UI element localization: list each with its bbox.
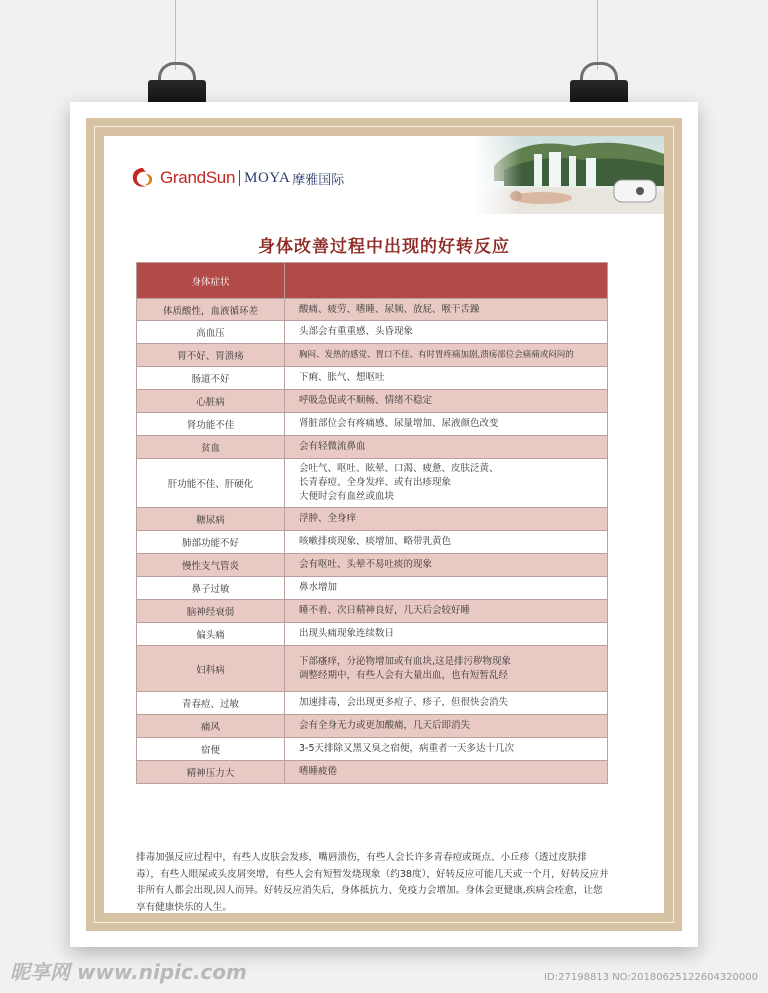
effect-cell	[285, 459, 608, 508]
symptom-cell: 心脏病	[137, 390, 285, 413]
table-row	[137, 623, 608, 646]
hanging-string-left	[175, 0, 176, 70]
effect-line: 睡不着、次日精神良好，几天后会较好睡	[299, 605, 471, 616]
effect-cell	[285, 646, 608, 692]
effect-line: 会吐气、呕吐、眩晕、口渴、疲惫、皮肤泛黄、	[299, 463, 499, 474]
effect-cell	[285, 715, 608, 738]
table-body	[137, 299, 608, 784]
effect-line: 咳嗽排痰现象、痰增加、略带乳黄色	[299, 536, 452, 547]
effect-line: 出现头痛现象连续数日	[299, 628, 395, 639]
table-row	[137, 508, 608, 531]
symptom-cell: 贫血	[137, 436, 285, 459]
table-row	[137, 738, 608, 761]
effect-line: 胸闷、发热的感觉、胃口不佳、有时胃疼痛加剧,溃疡部位会痛痛或闷闷的	[299, 350, 574, 360]
effect-line: 3-5天排除又黑又臭之宿便，病重者一天多达十几次	[299, 743, 515, 754]
effect-cell	[285, 508, 608, 531]
effect-cell	[285, 390, 608, 413]
brand-name-moya: MOYA	[244, 169, 291, 186]
symptom-cell: 慢性支气管炎	[137, 554, 285, 577]
grandsun-swirl-icon	[130, 165, 156, 191]
table-row	[137, 344, 608, 367]
logo-divider	[239, 170, 240, 186]
table-row	[137, 761, 608, 784]
content-panel	[104, 136, 664, 913]
effect-line: 肾脏部位会有疼痛感、尿量增加、尿液颜色改变	[299, 418, 499, 429]
table-row	[137, 646, 608, 692]
brand-logo	[130, 158, 344, 198]
effect-cell	[285, 436, 608, 459]
symptom-cell: 肺部功能不好	[137, 531, 285, 554]
table-row	[137, 554, 608, 577]
table-row	[137, 321, 608, 344]
symptom-cell: 肝功能不佳、肝硬化	[137, 459, 285, 508]
header-effect	[285, 263, 608, 299]
table-row	[137, 436, 608, 459]
effect-line: 调整经期中，有些人会有大量出血，也有短暂乱经	[299, 669, 509, 681]
symptom-cell: 宿便	[137, 738, 285, 761]
effect-cell	[285, 738, 608, 761]
symptom-cell: 体质酸性，血液循环差	[137, 299, 285, 321]
effect-line: 会有轻微流鼻血	[299, 441, 366, 452]
poster	[70, 102, 698, 947]
watermark-nipic: 昵享网 www.nipic.com	[10, 960, 247, 984]
table-row	[137, 577, 608, 600]
effect-cell	[285, 321, 608, 344]
symptom-cell: 妇科病	[137, 646, 285, 692]
poster-frame	[86, 118, 682, 931]
table-row	[137, 413, 608, 436]
symptom-cell: 肠道不好	[137, 367, 285, 390]
symptom-cell: 脑神经衰弱	[137, 600, 285, 623]
symptom-cell: 糖尿病	[137, 508, 285, 531]
effect-line: 下部瘙痒，分泌物增加或有血块,这是排污秽物现象	[299, 655, 512, 667]
header-symptom: 身体症状	[137, 263, 285, 299]
effect-line: 嗜睡疲倦	[299, 766, 338, 777]
effect-line: 长青春痘、全身发痒、或有出疹现象	[299, 477, 452, 488]
effect-line: 加速排毒，会出现更多痘子、疹子，但很快会消失	[299, 697, 509, 708]
symptom-cell: 青春痘、过敏	[137, 692, 285, 715]
effect-cell	[285, 554, 608, 577]
symptom-cell: 肾功能不佳	[137, 413, 285, 436]
table-row	[137, 390, 608, 413]
footnote-paragraph: 排毒加强反应过程中，有些人皮肤会发疹，嘴唇溃伤，有些人会长许多青春痘或斑点、小丘疹（透过皮肤排毒），有些人眼屎或头皮屑突增，有些人会有短暂发烧现象（约38度），好转反应可能几天或一个月，好转反应并非所有人都会出现,因人而异。好转反应消失后，身体抵抗力、免疫力会增加。身体会更健康,疾病会痊愈，让您享有健康快乐的人生。	[136, 852, 609, 913]
effect-cell	[285, 761, 608, 784]
table-row	[137, 531, 608, 554]
symptom-cell: 高血压	[137, 321, 285, 344]
effect-cell	[285, 692, 608, 715]
table-row	[137, 367, 608, 390]
effect-cell	[285, 623, 608, 646]
table-row	[137, 600, 608, 623]
effect-line: 酸痛、疲劳、嗜睡、尿频、放屁、喉干舌躁	[299, 303, 480, 315]
effect-line: 呼吸急促或不顺畅、情绪不稳定	[299, 395, 433, 406]
symptom-cell: 精神压力大	[137, 761, 285, 784]
effect-line: 大便时会有血丝或血块	[299, 491, 395, 502]
brand-name-grandsun: GrandSun	[160, 168, 236, 187]
effect-line: 下痢、胀气、想呕吐	[299, 372, 385, 383]
effect-line: 会有全身无力或更加酸痛，几天后即消失	[299, 720, 471, 731]
table-row	[137, 299, 608, 321]
table-row	[137, 715, 608, 738]
symptom-cell: 鼻子过敏	[137, 577, 285, 600]
effect-cell	[285, 413, 608, 436]
effect-line: 会有呕吐、头晕不易吐痰的现象	[299, 559, 433, 570]
watermark-id: ID:27198813 NO:20180625122604320000	[544, 972, 758, 983]
effect-line: 鼻水增加	[299, 582, 338, 593]
hanging-string-right	[597, 0, 598, 70]
effect-cell	[285, 531, 608, 554]
effect-cell	[285, 299, 608, 321]
symptom-cell: 偏头痛	[137, 623, 285, 646]
effect-line: 头部会有重重感、头昏现象	[299, 326, 414, 337]
effect-cell	[285, 600, 608, 623]
symptom-cell: 胃不好、胃溃疡	[137, 344, 285, 367]
spa-waterfall-photo	[474, 136, 664, 214]
table-header-row	[137, 263, 608, 299]
effect-cell	[285, 367, 608, 390]
effect-line: 浮肿、全身痒	[299, 513, 357, 524]
effect-cell	[285, 577, 608, 600]
symptom-cell: 痛风	[137, 715, 285, 738]
poster-title: 身体改善过程中出现的好转反应	[258, 237, 510, 257]
symptom-table	[136, 262, 608, 784]
table-row	[137, 692, 608, 715]
effect-cell	[285, 344, 608, 367]
brand-name-chinese: 摩雅国际	[292, 172, 345, 188]
table-row	[137, 459, 608, 508]
